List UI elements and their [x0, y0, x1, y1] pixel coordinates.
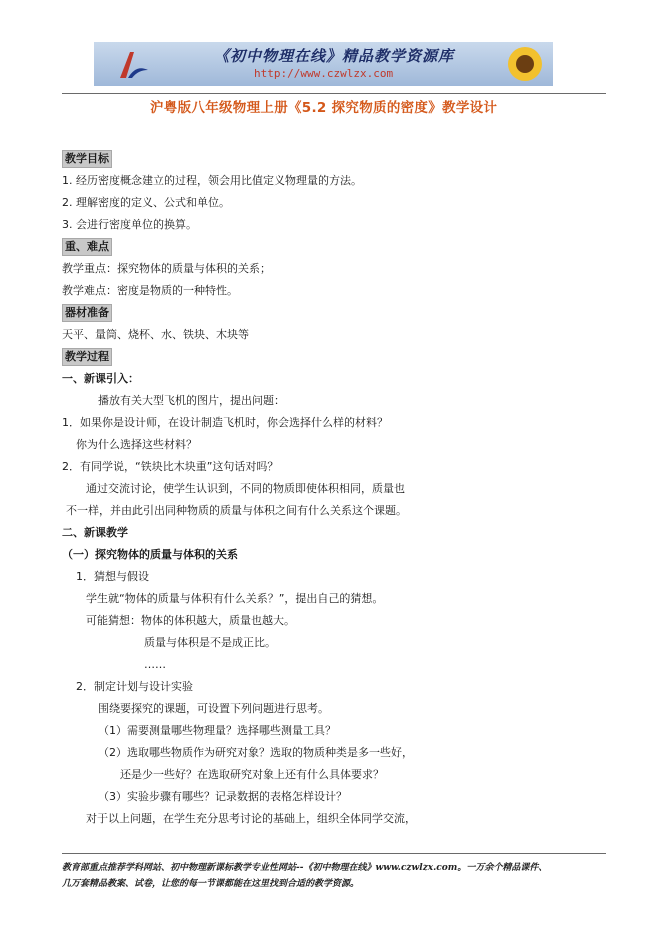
intro-heading: 一、新课引入： — [62, 372, 139, 385]
goal-item: 1. 经历密度概念建立的过程，领会用比值定义物理量的方法。 — [62, 174, 362, 187]
footer-line: 几万套精品教案、试卷，让您的每一节课都能在这里找到合适的教学资源。 — [62, 879, 360, 889]
intro-line: 2．有同学说，“铁块比木块重”这句话对吗？ — [62, 460, 279, 473]
section-heading-key-points: 重、难点 — [62, 238, 112, 256]
step-line: 围绕要探究的课题，可设置下列问题进行思考。 — [98, 702, 329, 715]
step-title: 1．猜想与假设 — [76, 570, 149, 583]
key-point-difficulty: 教学难点：密度是物质的一种特性。 — [62, 284, 238, 297]
step-line: 学生就“物体的质量与体积有什么关系？”，提出自己的猜想。 — [86, 592, 384, 605]
equipment-list: 天平、量筒、烧杯、水、铁块、木块等 — [62, 328, 249, 341]
section-heading-equipment: 器材准备 — [62, 304, 112, 322]
header-banner — [94, 42, 553, 86]
intro-line: 1．如果你是设计师，在设计制造飞机时，你会选择什么样的材料？ — [62, 416, 388, 429]
header-divider — [62, 93, 606, 94]
key-point-focus: 教学重点：探究物体的质量与体积的关系； — [62, 262, 271, 275]
sunflower-icon — [505, 44, 545, 84]
intro-line: 播放有关大型飞机的图片，提出问题： — [98, 394, 285, 407]
goal-item: 2. 理解密度的定义、公式和单位。 — [62, 196, 230, 209]
new-lesson-heading: 二、新课教学 — [62, 526, 128, 539]
document-body — [62, 148, 622, 830]
document-title: 沪粤版八年级物理上册《5.2 探究物质的密度》教学设计 — [150, 100, 498, 116]
step-line: （1）需要测量哪些物理量？选择哪些测量工具？ — [98, 724, 336, 737]
step-line: …… — [144, 658, 166, 671]
step-line: 可能猜想：物体的体积越大，质量也越大。 — [86, 614, 295, 627]
intro-line: 你为什么选择这些材料？ — [76, 438, 197, 451]
intro-line: 通过交流讨论，使学生认识到，不同的物质即使体积相同，质量也 — [86, 482, 405, 495]
step-line: 还是少一些好？在选取研究对象上还有什么具体要求？ — [120, 768, 384, 781]
footer-line: 教育部重点推荐学科网站、初中物理新课标教学专业性网站--《初中物理在线》www.czwlzx.com。一万余个精品课件、 — [62, 863, 548, 873]
subsection-heading: （一）探究物体的质量与体积的关系 — [62, 548, 238, 561]
banner-title: 《初中物理在线》精品教学资源库 — [214, 47, 455, 65]
banner-url[interactable]: http://www.czwlzx.com — [254, 67, 394, 80]
goal-item: 3. 会进行密度单位的换算。 — [62, 218, 197, 231]
step-line: （3）实验步骤有哪些？记录数据的表格怎样设计？ — [98, 790, 347, 803]
step-line: （2）选取哪些物质作为研究对象？选取的物质种类是多一些好， — [98, 746, 413, 759]
footer-divider — [62, 853, 606, 854]
step-title: 2．制定计划与设计实验 — [76, 680, 193, 693]
page-footer — [62, 860, 622, 892]
step-line: 质量与体积是不是成正比。 — [144, 636, 276, 649]
intro-line: 不一样，并由此引出同种物质的质量与体积之间有什么关系这个课题。 — [66, 504, 407, 517]
step-line: 对于以上问题，在学生充分思考讨论的基础上，组织全体同学交流， — [86, 812, 416, 825]
site-logo-icon — [116, 48, 150, 82]
section-heading-goals: 教学目标 — [62, 150, 112, 168]
section-heading-process: 教学过程 — [62, 348, 112, 366]
